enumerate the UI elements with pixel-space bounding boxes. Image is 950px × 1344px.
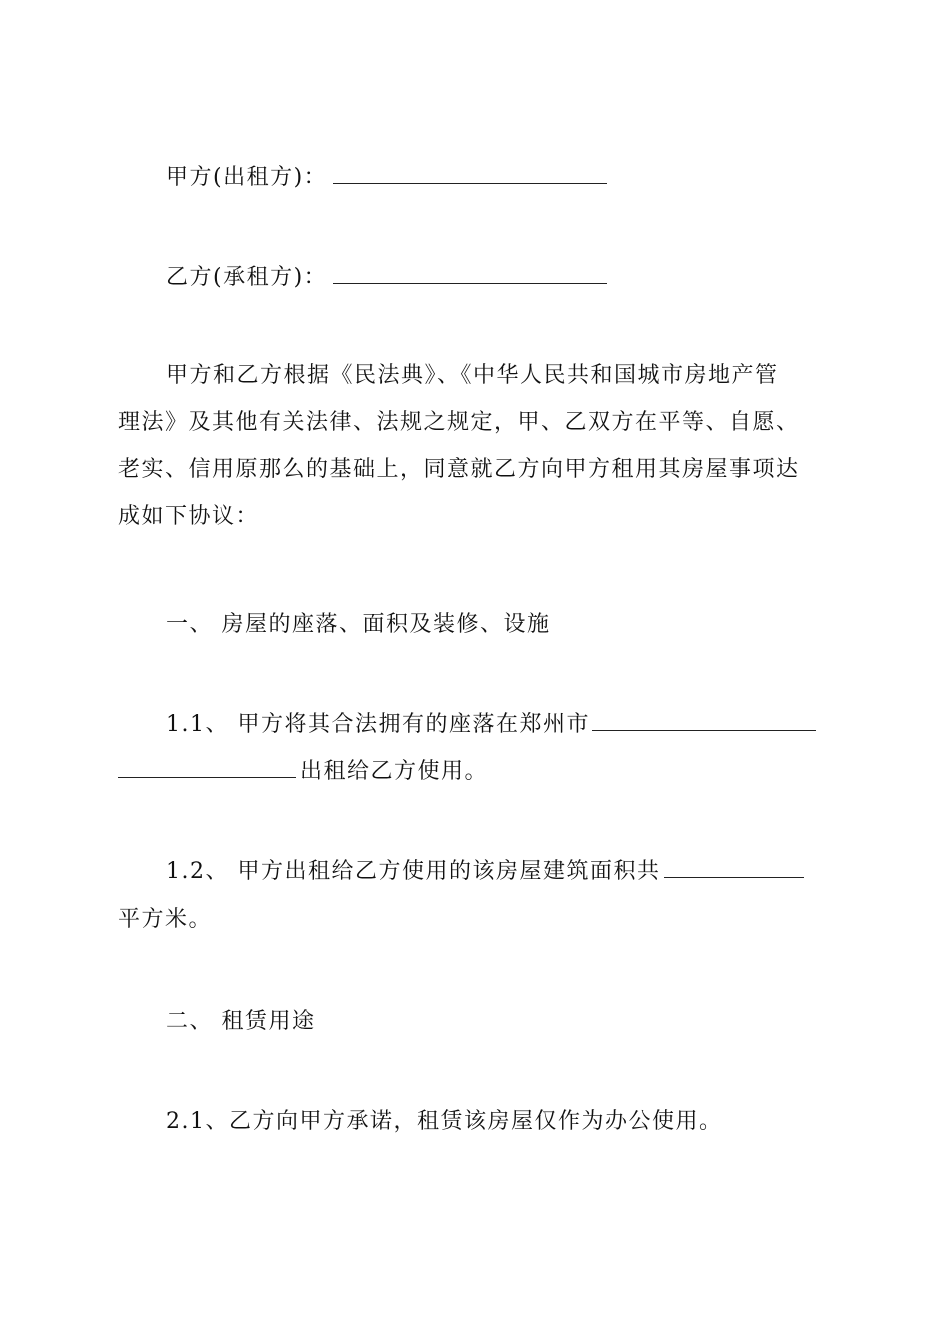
intro-line-1: 甲方和乙方根据《民法典》、《中华人民共和国城市房地产管 [166,363,779,388]
clause-1-2-prefix: 1.2、 甲方出租给乙方使用的该房屋建筑面积共 [166,859,661,884]
section-1-title: 一、 房屋的座落、面积及装修、设施 [166,612,551,637]
address-blank-continued [118,757,296,778]
party-b-label: 乙方(承租方)： [166,265,328,290]
party-a-label: 甲方(出租方)： [166,165,328,190]
clause-1-1-line-1 [166,710,816,740]
intro-paragraph [118,352,834,540]
area-blank [664,857,804,878]
intro-line-3: 老实、信用原那么的基础上，同意就乙方向甲方租用其房屋事项达 [118,457,800,482]
clause-1-1-prefix: 1.1、 甲方将其合法拥有的座落在郑州市 [166,712,590,737]
intro-line-4: 成如下协议： [118,504,260,529]
clause-1-2-suffix: 平方米。 [118,907,213,932]
clause-2-1: 2.1、乙方向甲方承诺，租赁该房屋仅作为办公使用。 [166,1109,723,1134]
section-2-title: 二、 租赁用途 [166,1009,316,1034]
clause-1-2-line-1 [166,857,804,887]
intro-line-2: 理法》及其他有关法律、法规之规定，甲、乙双方在平等、自愿、 [118,410,800,435]
party-a-line [166,163,607,193]
address-blank [592,710,816,731]
clause-1-1-suffix: 出租给乙方使用。 [300,759,489,784]
party-b-blank [333,263,607,284]
party-b-line [166,263,607,293]
clause-1-1-line-2 [118,757,488,787]
party-a-blank [333,163,607,184]
